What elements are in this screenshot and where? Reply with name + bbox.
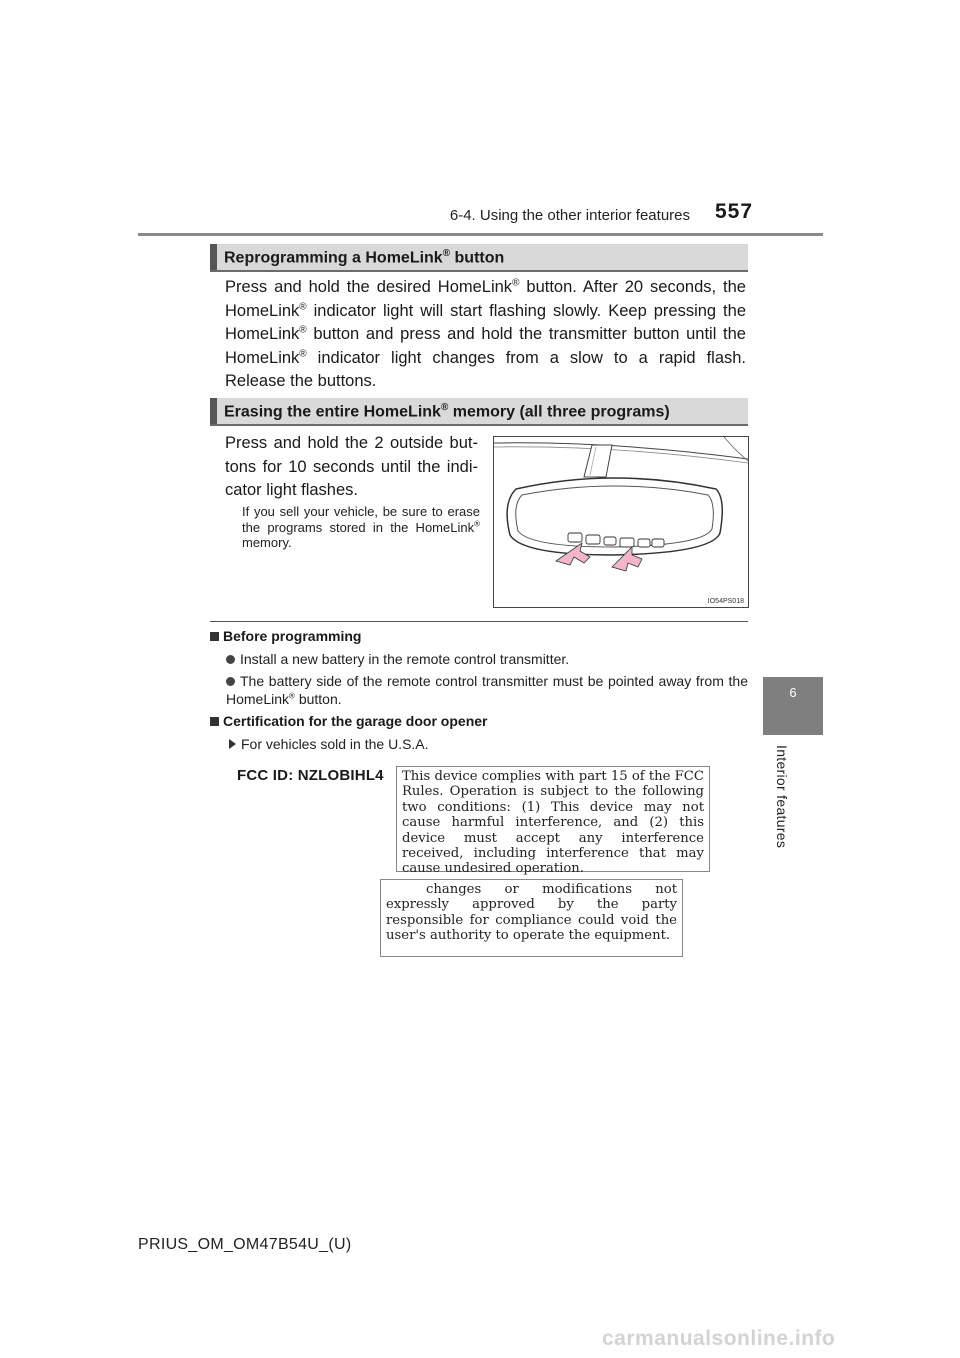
- section-title: Erasing the entire HomeLink® memory (all three programs): [224, 402, 670, 421]
- fcc-id: FCC ID: NZLOBIHL4: [237, 767, 384, 784]
- chapter-title-vertical: Interior features: [774, 745, 790, 849]
- erase-line: Press and hold the 2 outside but-: [225, 434, 478, 452]
- mirror-drawing: [494, 437, 748, 607]
- figure-code: IO54PS018: [707, 598, 744, 605]
- mirror-illustration: [493, 436, 749, 608]
- erase-line: cator light flashes.: [225, 481, 358, 499]
- section-header-reprogramming: [210, 244, 748, 272]
- running-header: 6-4. Using the other interior features: [449, 207, 690, 224]
- bullet-dot-icon: [226, 677, 235, 686]
- section-header-erasing: [210, 398, 748, 426]
- before-programming-heading: Before programming: [210, 628, 361, 644]
- section-header-bar: [210, 244, 217, 270]
- sell-vehicle-note: If you sell your vehicle, be sure to erase the programs stored in the HomeLink® memory.: [242, 504, 480, 550]
- section-title: Reprogramming a HomeLink® button: [224, 248, 505, 267]
- list-item: For vehicles sold in the U.S.A.: [229, 736, 429, 752]
- square-bullet-icon: [210, 717, 219, 726]
- erase-line: tons for 10 seconds until the indi-: [225, 457, 478, 476]
- reprogram-instructions: Press and hold the desired HomeLink® button. After 20 seconds, the HomeLink® indicator light will start flashing slowly. Keep pressing the HomeLink® button and press and hold the transmitter button until the HomeLink® indicator light changes from a slow to a rapid flash. Release the buttons.: [225, 277, 746, 390]
- chapter-number: 6: [789, 685, 797, 700]
- header-rule: [138, 233, 823, 236]
- watermark: carmanualsonline.info: [602, 1327, 836, 1350]
- fcc-compliance-box: This device complies with part 15 of the FCC Rules. Operation is subject to the following two conditions: (1) This device may not cause harmful interference, and (2) this device must accept any interference received, including interference that may cause undesired operation.: [396, 766, 710, 872]
- page-number: 557: [715, 200, 754, 223]
- square-bullet-icon: [210, 632, 219, 641]
- list-item: Install a new battery in the remote control transmitter.: [226, 650, 748, 668]
- fcc-modifications-box: changes or modifications not expressly approved by the party responsible for compliance could void the user's authority to operate the equipment.: [380, 879, 683, 957]
- list-item: The battery side of the remote control transmitter must be pointed away from the HomeLink® button.: [226, 673, 748, 707]
- document-code: PRIUS_OM_OM47B54U_(U): [138, 1236, 352, 1253]
- certification-heading: Certification for the garage door opener: [210, 713, 487, 729]
- erase-instructions: [225, 432, 478, 503]
- section-divider: [210, 621, 748, 622]
- section-header-bar: [210, 398, 217, 424]
- triangle-arrow-icon: [229, 739, 236, 749]
- bullet-dot-icon: [226, 655, 235, 664]
